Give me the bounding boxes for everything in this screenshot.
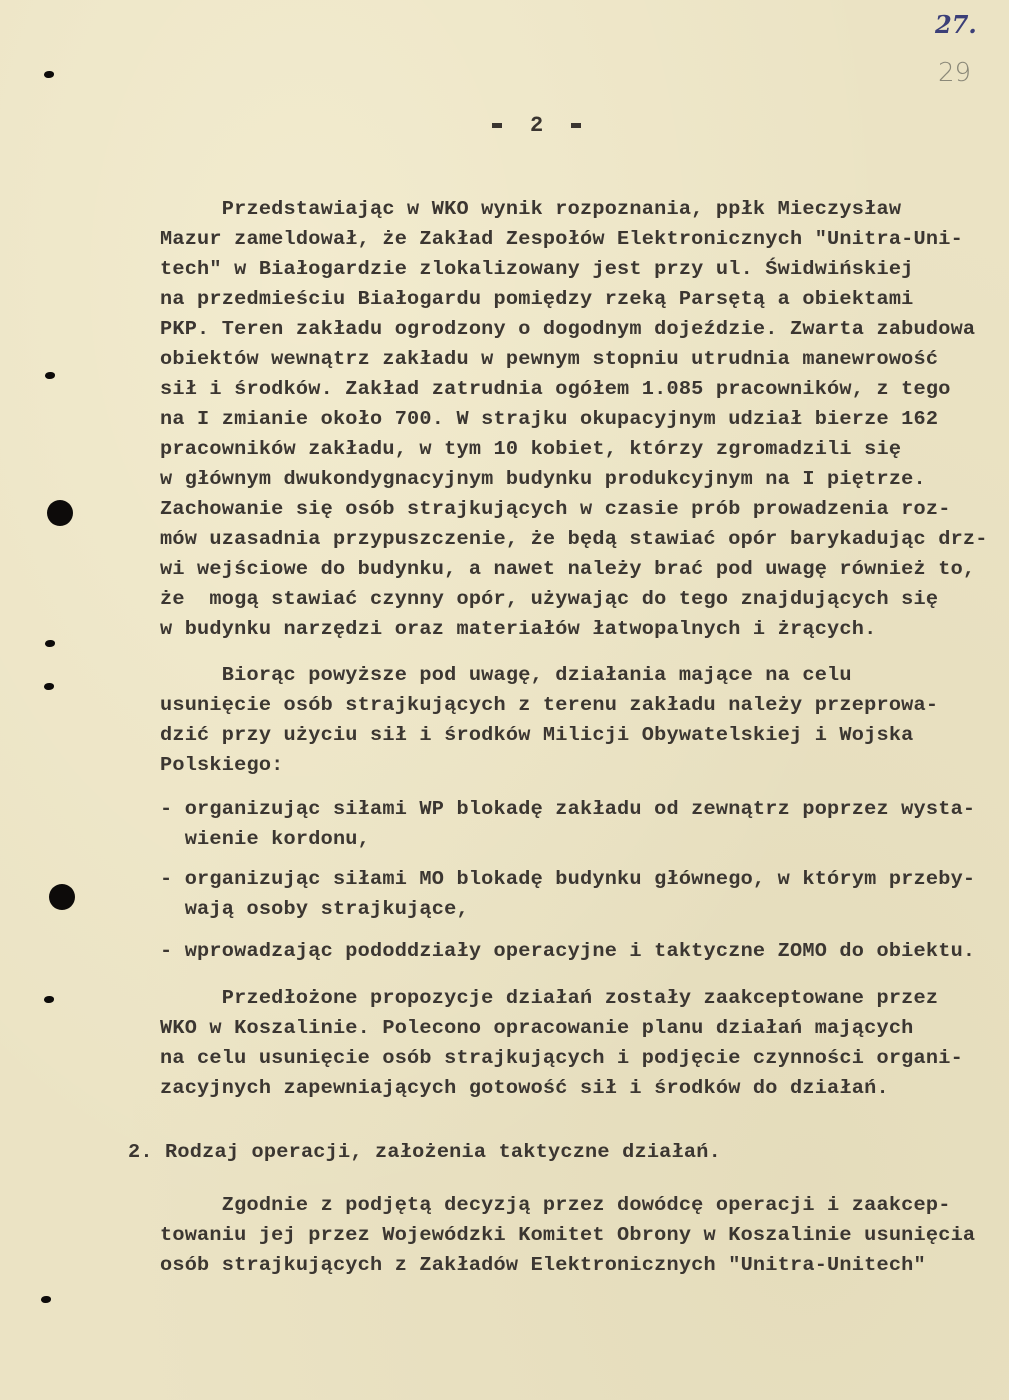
text-line: wi wejściowe do budynku, a nawet należy brać pod uwagę również to, [160, 558, 976, 580]
dash-right [571, 123, 581, 128]
text-line: wienie kordonu, [160, 828, 371, 850]
text-line: zacyjnych zapewniających gotowość sił i środków do działań. [160, 1077, 889, 1099]
ink-folio-number: 27. [935, 10, 977, 39]
margin-spot [44, 71, 54, 78]
margin-spot [44, 996, 54, 1003]
text-line: - organizując siłami WP blokadę zakładu od zewnątrz poprzez wysta- [160, 798, 976, 820]
page-number-text: 2 [530, 113, 544, 138]
text-line: Przedłożone propozycje działań zostały zaakceptowane przez [160, 987, 939, 1009]
text-line: sił i środków. Zakład zatrudnia ogółem 1.085 pracowników, z tego [160, 378, 951, 400]
text-line: mów uzasadnia przypuszczenie, że będą stawiać opór barykadując drz- [160, 528, 988, 550]
text-line: - wprowadzając pododdziały operacyjne i taktyczne ZOMO do obiektu. [160, 940, 976, 962]
text-line: na I zmianie około 700. W strajku okupacyjnym udział bierze 162 [160, 408, 939, 430]
text-line: Mazur zameldował, że Zakład Zespołów Elektronicznych "Unitra-Uni- [160, 228, 963, 250]
text-line: usunięcie osób strajkujących z terenu zakładu należy przeprowa- [160, 694, 939, 716]
text-line: na przedmieściu Białogardu pomiędzy rzeką Parsętą a obiektami [160, 288, 914, 310]
margin-spot [41, 1296, 51, 1303]
text-line: osób strajkujących z Zakładów Elektronicznych "Unitra-Unitech" [160, 1254, 926, 1276]
text-line: Zachowanie się osób strajkujących w czasie prób prowadzenia roz- [160, 498, 951, 520]
text-line: dzić przy użyciu sił i środków Milicji Obywatelskiej i Wojska [160, 724, 914, 746]
text-line: pracowników zakładu, w tym 10 kobiet, którzy zgromadzili się [160, 438, 902, 460]
dash-left [492, 123, 502, 128]
text-line: Przedstawiając w WKO wynik rozpoznania, ppłk Mieczysław [160, 198, 902, 220]
text-line: Zgodnie z podjętą decyzją przez dowódcę operacji i zaakcep- [160, 1194, 951, 1216]
pencil-folio-number: 29 [938, 58, 972, 88]
text-line: towaniu jej przez Wojewódzki Komitet Obrony w Koszalinie usunięcia [160, 1224, 976, 1246]
margin-spot [44, 683, 54, 690]
punch-hole-mark [47, 500, 73, 526]
text-line: WKO w Koszalinie. Polecono opracowanie planu działań mających [160, 1017, 914, 1039]
text-line: Biorąc powyższe pod uwagę, działania mające na celu [160, 664, 852, 686]
punch-hole-mark [49, 884, 75, 910]
text-line: PKP. Teren zakładu ogrodzony o dogodnym dojeździe. Zwarta zabudowa [160, 318, 976, 340]
text-line: tech" w Białogardzie zlokalizowany jest przy ul. Świdwińskiej [160, 258, 914, 280]
text-line: 2. Rodzaj operacji, założenia taktyczne działań. [128, 1141, 721, 1163]
text-line: że mogą stawiać czynny opór, używając do tego znajdujących się [160, 588, 939, 610]
text-line: Polskiego: [160, 754, 284, 776]
text-line: - organizując siłami MO blokadę budynku głównego, w którym przeby- [160, 868, 976, 890]
text-line: na celu usunięcie osób strajkujących i podjęcie czynności organi- [160, 1047, 963, 1069]
margin-spot [45, 372, 55, 379]
text-line: obiektów wewnątrz zakładu w pewnym stopniu utrudnia manewrowość [160, 348, 939, 370]
text-line: w głównym dwukondygnacyjnym budynku produkcyjnym na I piętrze. [160, 468, 926, 490]
text-line: wają osoby strajkujące, [160, 898, 469, 920]
margin-spot [45, 640, 55, 647]
page-number [464, 113, 609, 138]
text-line: w budynku narzędzi oraz materiałów łatwopalnych i żrących. [160, 618, 877, 640]
